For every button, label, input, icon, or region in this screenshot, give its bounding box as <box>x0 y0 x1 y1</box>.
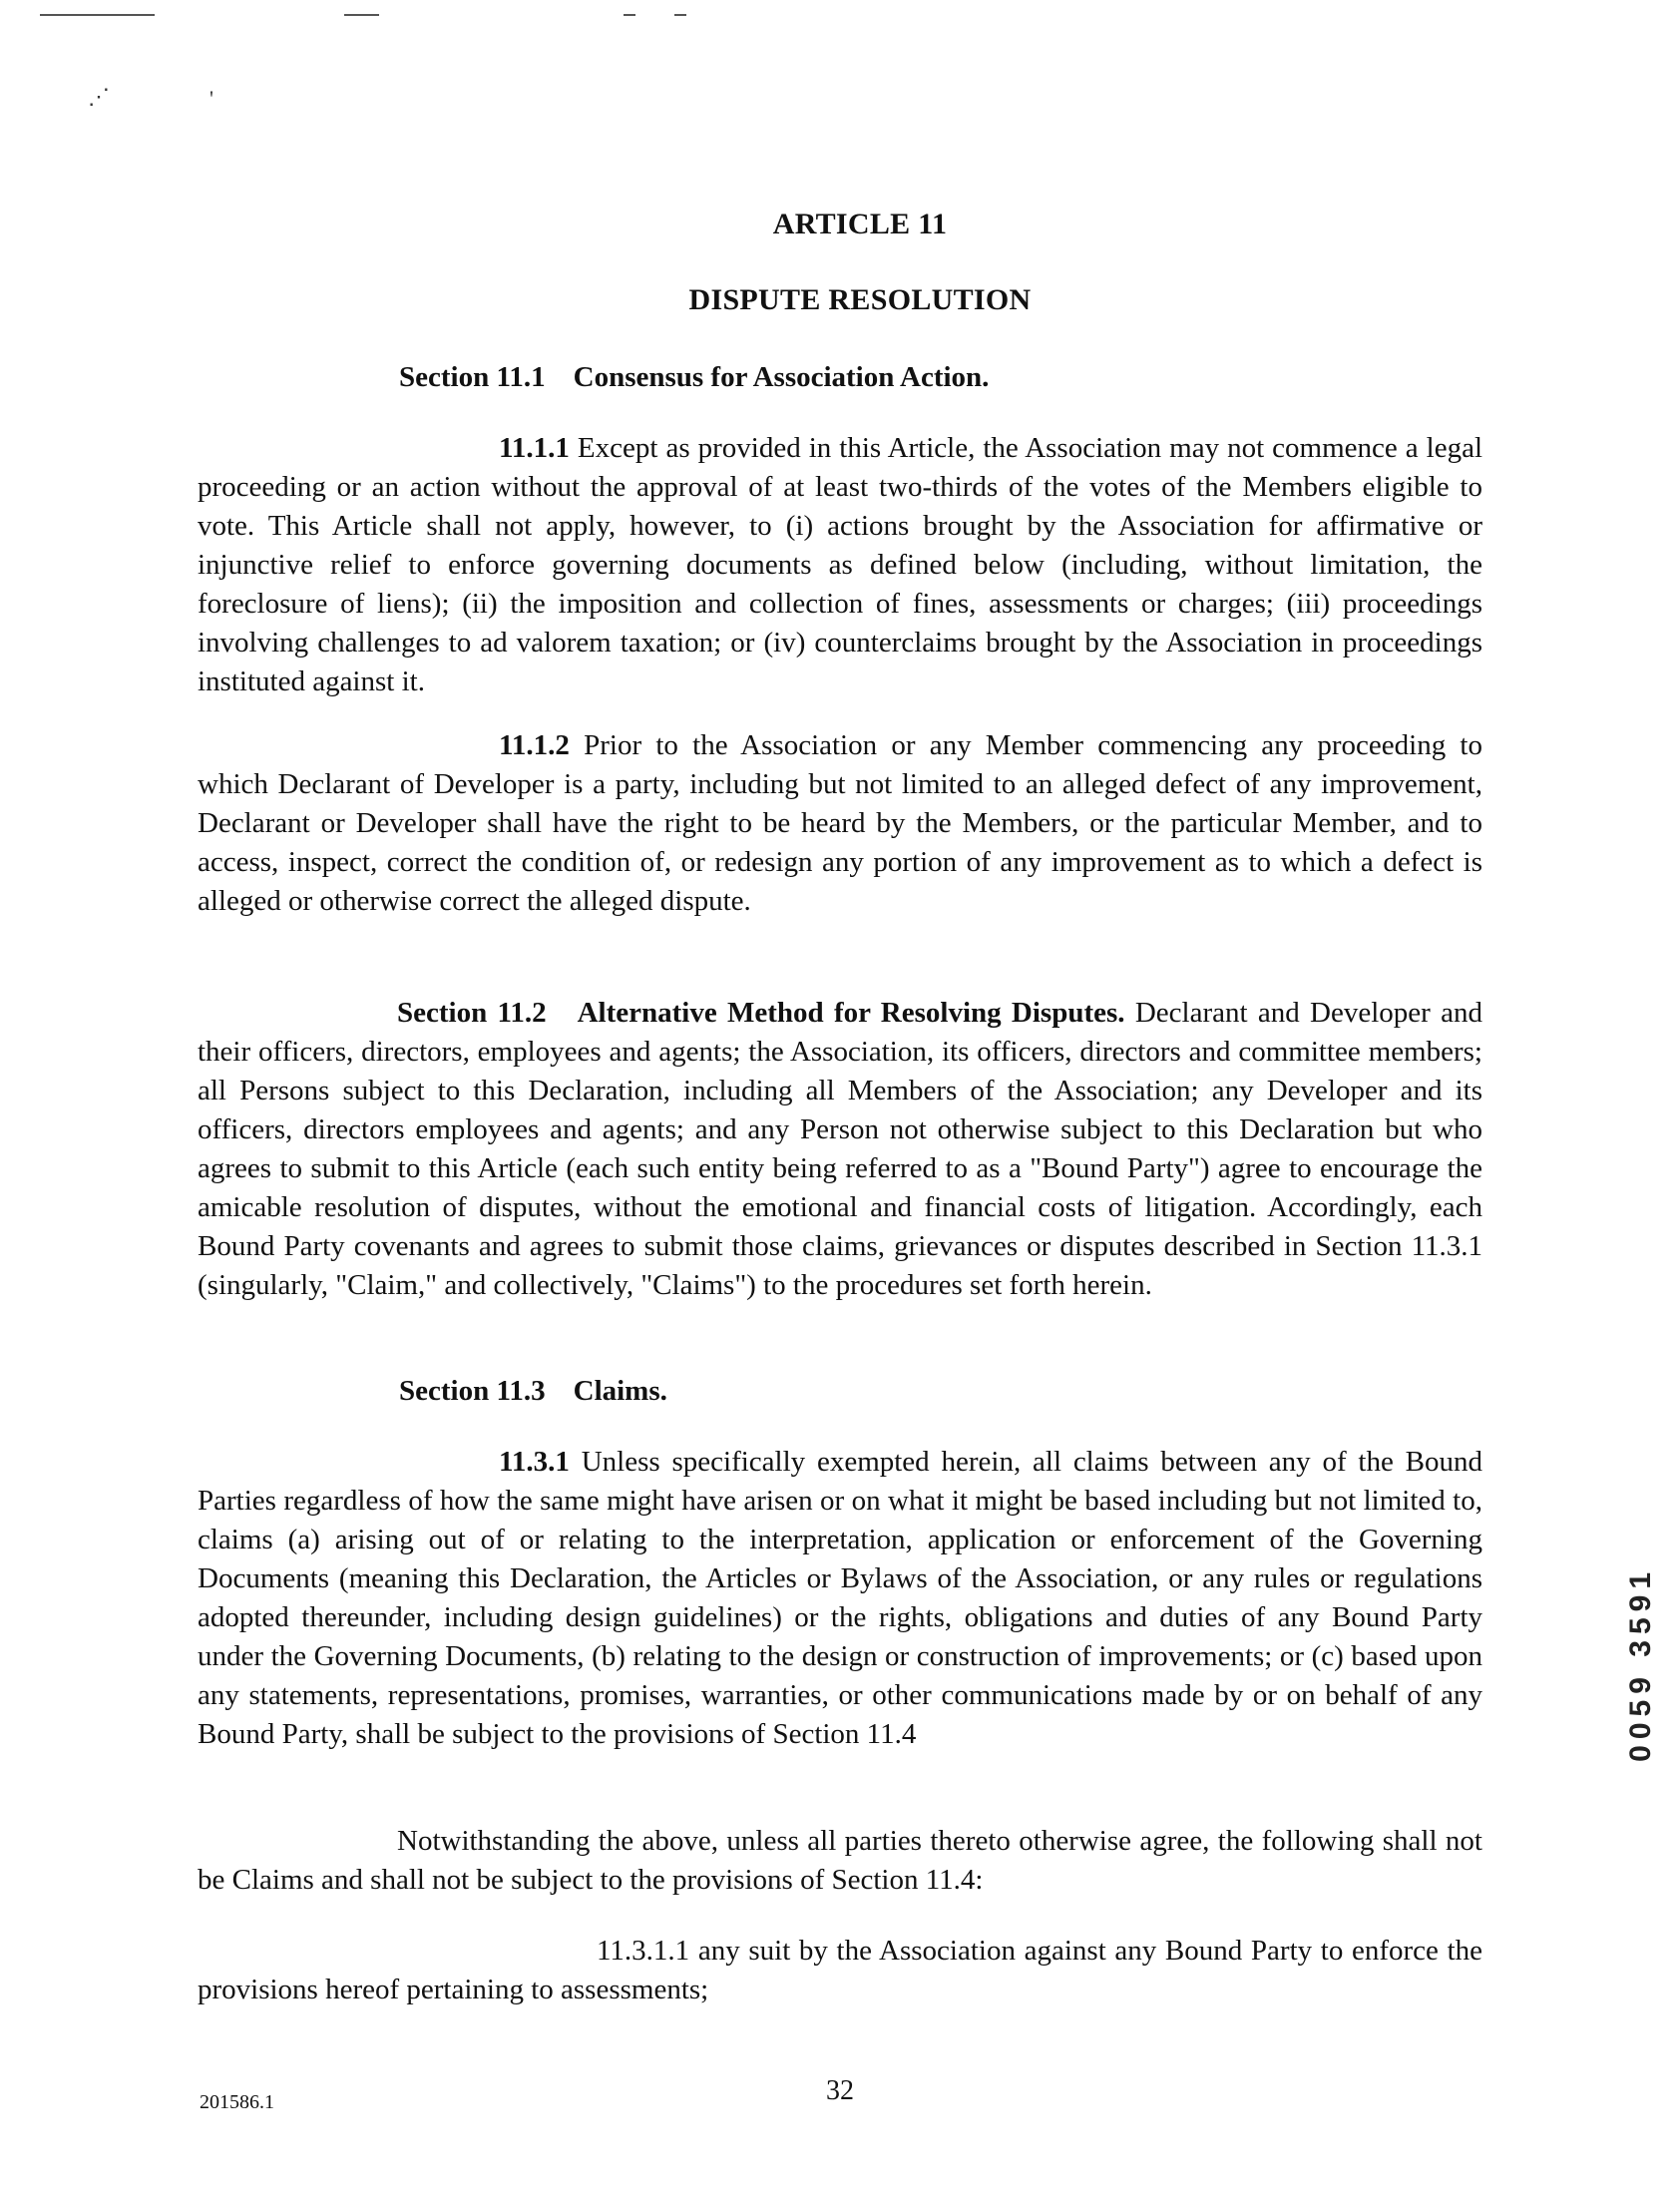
section-number: Section 11.1 <box>399 361 546 393</box>
paragraph-text: Unless specifically exempted herein, all claims between any of the Bound Parties regardless of how the same might have arisen or on what it might be based including but not limited to, claims (a) arising out of or relating to the interpretation, application or enforcement of the Governing Documents (meaning this Declaration, the Articles or Bylaws of the Association, or any rules or regulations adopted thereunder, including design guidelines) or the rights, obligations and duties of any Bound Party under the Governing Documents, (b) relating to the design or construction of improvements; or (c) based upon any statements, representations, promises, warranties, or other communications made by or on behalf of any Bound Party, shall be subject to the provisions of Section 11.4 <box>198 1446 1482 1750</box>
scan-artifact-mark: ⋰ <box>88 84 110 109</box>
paragraph-text: Except as provided in this Article, the Association may not commence a legal proceeding or an action without the approval of at least two-thirds of the votes of the Members eligible to vote. This Article shall not apply, however, to (i) actions brought by the Association for affirmative or injunctive relief to enforce governing documents as defined below (including, without limitation, the foreclosure of liens); (ii) the imposition and collection of fines, assessments or charges; (iii) proceedings involving challenges to ad valorem taxation; or (iv) counterclaims brought by the Association in proceedings instituted against it. <box>198 432 1482 697</box>
paragraph-text: any suit by the Association against any Bound Party to enforce the provisions hereof pertaining to assessments; <box>198 1935 1482 2005</box>
section-number: Section 11.2 <box>397 997 547 1029</box>
article-title: DISPUTE RESOLUTION <box>688 283 1032 316</box>
footer-document-id: 201586.1 <box>200 2091 274 2113</box>
scan-artifact-line <box>40 14 155 16</box>
section-title: Claims. <box>573 1375 667 1407</box>
margin-recording-stamp: 0059 3591 <box>1624 1566 1657 1762</box>
paragraph-number: 11.1.2 <box>499 729 570 761</box>
page-number: 32 <box>826 2075 854 2106</box>
scan-artifact-line <box>674 14 686 16</box>
section-11-3-heading <box>399 1375 667 1408</box>
paragraph-11-3-1 <box>198 1443 1482 1754</box>
paragraph-number: 11.3.1 <box>499 1446 570 1478</box>
paragraph-number: 11.1.1 <box>499 432 570 464</box>
paragraph-text: Prior to the Association or any Member commencing any proceeding to which Declarant of Developer is a party, including but not limited to an alleged defect of any improvement, Declarant or Developer shall have the right to be heard by the Members, or the particular Member, and to access, inspect, correct the condition of, or redesign any portion of any improvement as to which a defect is alleged or otherwise correct the alleged dispute. <box>198 729 1482 917</box>
section-title: Consensus for Association Action. <box>573 361 990 393</box>
section-11-1-heading <box>399 361 989 394</box>
paragraph-text: Notwithstanding the above, unless all parties thereto otherwise agree, the following shall not be Claims and shall not be subject to the provisions of Section 11.4: <box>198 1825 1482 1896</box>
section-number: Section 11.3 <box>399 1375 546 1407</box>
scan-artifact-line <box>624 14 635 16</box>
section-11-2-paragraph <box>198 994 1482 1305</box>
paragraph-text: Declarant and Developer and their officers, directors, employees and agents; the Association, its officers, directors and committee members; all Persons subject to this Declaration, including all Members of the Association; any Developer and its officers, directors employees and agents; and any Person not otherwise subject to this Declaration but who agrees to submit to this Article (each such entity being referred to as a "Bound Party") agree to encourage the amicable resolution of disputes, without the emotional and financial costs of litigation. Accordingly, each Bound Party covenants and agrees to submit those claims, grievances or disputes described in Section 11.3.1 (singularly, "Claim," and collectively, "Claims") to the procedures set forth herein. <box>198 997 1482 1301</box>
scan-artifact-mark: ' <box>210 86 213 111</box>
article-number: ARTICLE 11 <box>772 208 948 240</box>
paragraph-number: 11.3.1.1 <box>597 1935 690 1967</box>
paragraph-11-1-2 <box>198 726 1482 921</box>
paragraph-notwithstanding <box>198 1822 1482 1900</box>
paragraph-11-3-1-1 <box>198 1932 1482 2009</box>
section-title: Alternative Method for Resolving Disputes. <box>577 997 1125 1029</box>
scan-artifact-line <box>344 14 379 16</box>
paragraph-11-1-1 <box>198 429 1482 701</box>
